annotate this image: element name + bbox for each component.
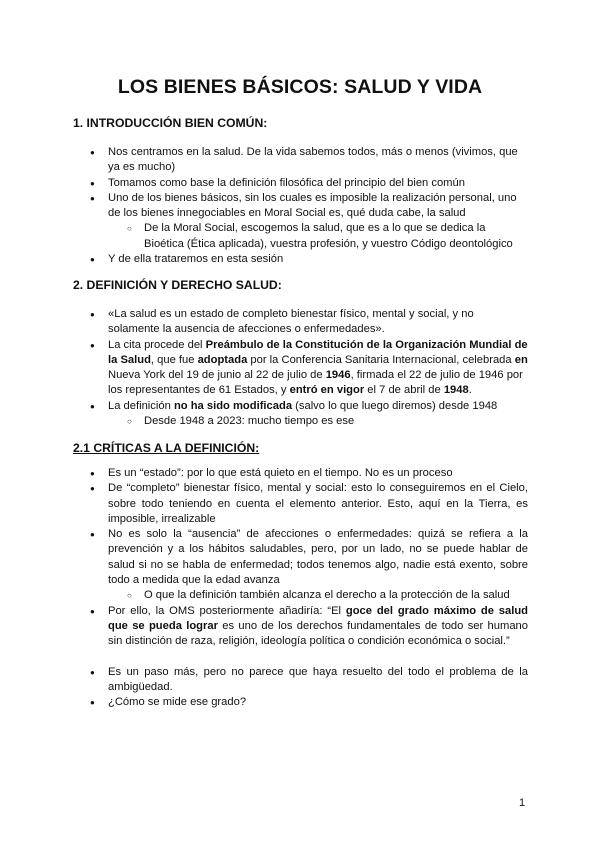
document-title: LOS BIENES BÁSICOS: SALUD Y VIDA xyxy=(117,76,483,98)
sub-list-item: ○ De la Moral Social, escogemos la salud, que es a lo que se dedica la Bioética (Ética aplicada), vuestra profesión, y vuestro Código deontológico xyxy=(0,221,600,252)
bold-run: 1948 xyxy=(443,384,469,397)
list-item: ● Y de ella trataremos en esta sesión xyxy=(0,252,600,267)
list-item: ● Tomamos como base la definición filosófica del principio del bien común xyxy=(0,176,600,191)
section-heading-introduccion: 1. INTRODUCCIÓN BIEN COMÚN: xyxy=(73,116,268,130)
text-run: Por ello, la OMS posteriormente añadiría: “El xyxy=(108,604,346,617)
list-item xyxy=(0,399,600,414)
bold-run: no ha sido modificada xyxy=(173,399,293,412)
bold-run: adoptada xyxy=(197,353,248,366)
sub-list-item: ○ O que la definición también alcanza el derecho a la protección de la salud xyxy=(0,588,600,603)
section-1-list xyxy=(0,145,600,267)
text-run: . xyxy=(468,384,472,397)
bold-run: en xyxy=(514,353,528,366)
section-heading-criticas: 2.1 CRÍTICAS A LA DEFINICIÓN: xyxy=(73,441,260,455)
text-run: , firmada el 22 de julio de 1946 por los representantes de 61 Estados, y xyxy=(108,369,523,397)
text-run: por la Conferencia Sanitaria Internacional, celebrada xyxy=(247,353,515,366)
list-item: ● No es solo la “ausencia” de afecciones o enfermedades: quizá se refiera a la prevención y a los hábitos saludables, pero, por un lado, no se puede hablar de salud si no se habla de enfermedad; todos tenemos algo, nadie está exento, sobre todo a medida que la edad avanza xyxy=(0,527,600,588)
bold-run: goce del grado máximo de salud que se pueda lograr xyxy=(108,604,529,632)
section-2-1-list xyxy=(0,466,600,710)
text-run: Nueva York del 19 de junio al 22 de julio de xyxy=(108,369,326,382)
list-item: ● De “completo” bienestar físico, mental y social: esto lo conseguiremos en el Cielo, sobre todo teniendo en cuenta el elemento anterior. Esto, aquí en la Tierra, es imposible, irrealizable xyxy=(0,481,600,527)
text-run: La definición xyxy=(108,399,174,412)
page-number: 1 xyxy=(519,797,526,809)
list-item: ● «La salud es un estado de completo bienestar físico, mental y social, y no solamente la ausencia de afecciones o enfermedades». xyxy=(0,307,600,338)
text-run: (salvo lo que luego diremos) desde 1948 xyxy=(292,399,498,412)
list-item xyxy=(0,604,600,650)
list-item: ● ¿Cómo se mide ese grado? xyxy=(0,695,600,710)
text-run: es uno de los derechos fundamentales de todo ser humano sin distinción de raza, religión, ideología política o condición económica o social.” xyxy=(108,619,528,648)
section-2-list xyxy=(0,307,600,429)
list-item: ● Es un “estado”: por lo que está quieto en el tiempo. No es un proceso xyxy=(0,466,600,481)
text-run: el 7 de abril de xyxy=(364,384,444,397)
bold-run: Preámbulo de la Constitución de la Organización Mundial de la Salud xyxy=(108,338,528,366)
bold-run: 1946 xyxy=(325,369,351,382)
section-heading-definicion: 2. DEFINICIÓN Y DERECHO SALUD: xyxy=(73,278,282,292)
list-item xyxy=(0,338,600,399)
list-item: ● Uno de los bienes básicos, sin los cuales es imposible la realización personal, uno de los bienes innegociables en Moral Social es, qué duda cabe, la salud xyxy=(0,191,600,222)
text-run: , que fue xyxy=(150,353,198,366)
spacer xyxy=(0,650,600,665)
list-item: ● Nos centramos en la salud. De la vida sabemos todos, más o menos (vivimos, que ya es mucho) xyxy=(0,145,600,176)
text-run: La cita procede del xyxy=(108,338,206,351)
bold-run: entró en vigor xyxy=(289,384,365,397)
list-item: ● Es un paso más, pero no parece que haya resuelto del todo el problema de la ambigüedad. xyxy=(0,665,600,696)
sub-list-item: ○ Desde 1948 a 2023: mucho tiempo es ese xyxy=(0,414,600,429)
